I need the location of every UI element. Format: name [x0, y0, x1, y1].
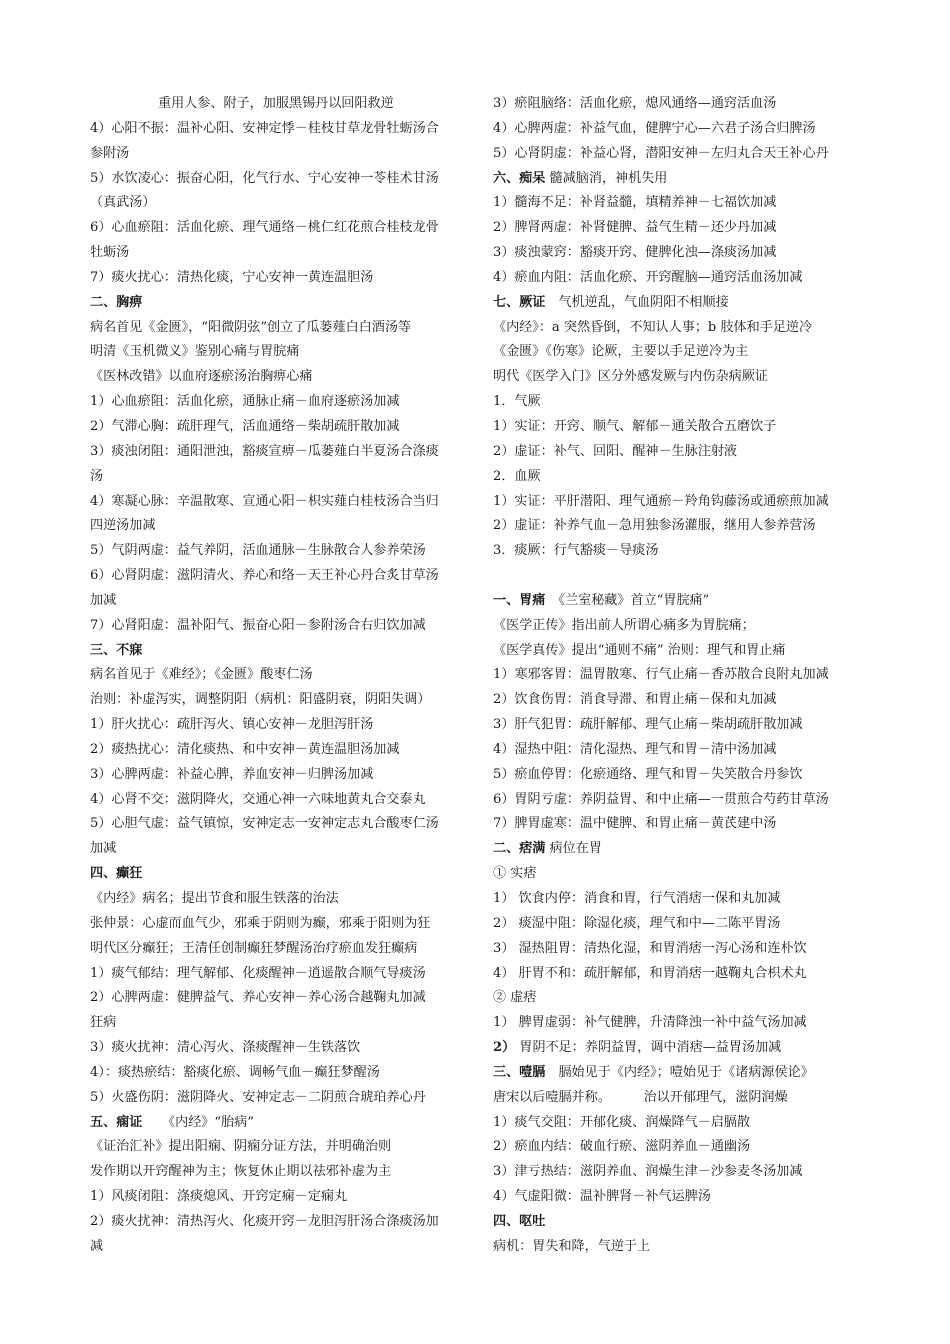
- line-text: 胃阴不足：养阴益胃，调中消痞—益胃汤加减: [515, 1040, 782, 1056]
- heading-note: 气机逆乱，气血阴阳不相顺接: [545, 294, 729, 310]
- heading-title: 三、噎膈: [493, 1064, 546, 1080]
- line-text: 4）瘀血内阻：活血化瘀、开窍醒脑—通窍活血汤加减: [493, 269, 803, 285]
- line-text: 1）髓海不足：补肾益髓，填精养神－七福饮加减: [493, 195, 777, 211]
- item-number: 2）: [493, 1040, 516, 1056]
- text-line: [90, 912, 470, 937]
- line-text: 3）肝气犯胃：疏肝解郁、理气止痛－柴胡疏肝散加减: [493, 717, 803, 733]
- text-line: [493, 1036, 873, 1061]
- text-line: [493, 1011, 873, 1036]
- line-text: 3） 湿热阻胃：清热化湿，和胃消痞一泻心汤和连朴饮: [493, 940, 807, 956]
- line-text: 4）心脾两虚：补益气血，健脾宁心—六君子汤合归脾汤: [493, 120, 816, 136]
- line-text: 1）痰气郁结：理气解郁、化痰醒神－逍遥散合顺气导痰汤: [90, 965, 426, 981]
- line-text: 4）心阳不振：温补心阳、安神定悸－桂枝甘草龙骨牡蛎汤合: [90, 120, 439, 136]
- text-line: [493, 490, 873, 515]
- text-line: [90, 986, 470, 1011]
- text-line: [493, 663, 873, 688]
- line-text: 4）湿热中阻：清化湿热、理气和胃－清中汤加减: [493, 741, 777, 757]
- text-line: [90, 1160, 470, 1185]
- text-line: [493, 1185, 873, 1210]
- text-line: [90, 1235, 470, 1260]
- text-line: [493, 440, 873, 465]
- text-line: [90, 738, 470, 763]
- text-line: [493, 340, 873, 365]
- line-text: 4）：痰热瘀结：豁痰化瘀、调畅气血－癫狂梦醒汤: [90, 1064, 380, 1080]
- line-text: 3．痰厥：行气豁痰－导痰汤: [493, 543, 659, 559]
- text-line: [493, 514, 873, 539]
- section-heading: [493, 291, 873, 316]
- heading-note: 髓减脑消，神机失用: [545, 170, 668, 186]
- line-text: 3）心脾两虚：补益心脾，养血安神－归脾汤加减: [90, 766, 374, 782]
- text-line: [493, 390, 873, 415]
- line-text: 重用人参、附子，加服黑锡丹以回阳救逆: [158, 96, 394, 111]
- line-text: 《证治汇补》提出阳痫、阴痫分证方法，并明确治则: [90, 1139, 392, 1155]
- text-line: [90, 812, 470, 837]
- text-line: [90, 1011, 470, 1036]
- text-line: [90, 490, 470, 515]
- line-text: 5）气阴两虚：益气养阴，活血通脉－生脉散合人参养荣汤: [90, 543, 426, 559]
- line-text: 张仲景：心虚而血气少，邪乘于阴则为癫，邪乘于阳则为狂: [90, 915, 431, 931]
- text-line: [493, 738, 873, 763]
- line-text: 3）瘀阻脑络：活血化瘀，熄风通络—通窍活血汤: [493, 96, 777, 111]
- section-heading: [90, 1111, 470, 1136]
- text-line: [493, 316, 873, 341]
- line-text: ① 实痞: [493, 866, 537, 882]
- line-text: 5）心肾阴虚：补益心肾，潜阳安神－左归丸合天王补心丹: [493, 145, 829, 161]
- text-line: [90, 1210, 470, 1235]
- heading-title: 三、不寐: [90, 642, 143, 658]
- text-line: [90, 316, 470, 341]
- text-line: [493, 688, 873, 713]
- text-line: [90, 1036, 470, 1061]
- line-text: 3）津亏热结：滋阴养血、润燥生津－沙参麦冬汤加减: [493, 1164, 803, 1180]
- text-line: [493, 887, 873, 912]
- text-line: [493, 614, 873, 639]
- line-text: 汤: [90, 468, 104, 484]
- line-text: 1）风痰闭阻：涤痰熄风、开窍定痫－定痫丸: [90, 1189, 348, 1205]
- heading-title: 四、癫狂: [90, 866, 143, 882]
- text-line: [493, 986, 873, 1011]
- text-line: [90, 688, 470, 713]
- text-line: [493, 812, 873, 837]
- line-text: 1） 饮食内停：消食和胃，行气消痞一保和丸加减: [493, 891, 781, 906]
- heading-note: 《兰室秘藏》首立“胃脘痛”: [545, 592, 710, 608]
- text-line: [90, 142, 470, 167]
- line-text: ② 虚痞: [493, 990, 537, 1006]
- heading-note: 膈始见于《内经》；噎始见于《诸病源侯论》: [545, 1064, 814, 1080]
- text-line: [90, 962, 470, 987]
- line-text: 牡蛎汤: [90, 245, 130, 261]
- text-line: [493, 92, 873, 117]
- text-line: [90, 788, 470, 813]
- text-line: [90, 1135, 470, 1160]
- heading-title: 五、痫证: [90, 1114, 143, 1130]
- text-line: [90, 589, 470, 614]
- text-line: [90, 614, 470, 639]
- text-line: [90, 763, 470, 788]
- text-line: [90, 837, 470, 862]
- line-text: 《内经》病名；提出节食和服生铁落的治法: [90, 891, 339, 906]
- text-line: [493, 241, 873, 266]
- text-line: [90, 216, 470, 241]
- line-text: 减: [90, 1238, 104, 1254]
- section-heading: [493, 589, 873, 614]
- line-text: 病名首见《金匮》，“阳微阴弦”创立了瓜蒌薤白白酒汤等: [90, 319, 412, 335]
- line-text: 病机：胃失和降，气逆于上: [493, 1238, 651, 1254]
- line-text: 7）心肾阳虚：温补阳气、振奋心阳－参附汤合右归饮加减: [90, 617, 426, 633]
- text-line: [90, 365, 470, 390]
- line-text: 2） 痰湿中阻：除湿化痰，理气和中—二陈平胃汤: [493, 915, 781, 931]
- right-column: [493, 92, 873, 1260]
- line-text: 1）实证：平肝潜阳、理气通瘀－羚角钩藤汤或通瘀煎加减: [493, 493, 829, 509]
- heading-title: 一、胃痛: [493, 592, 546, 608]
- line-text: 2）脾肾两虚：补肾健脾、益气生精－还少丹加减: [493, 220, 777, 236]
- text-line: [493, 1235, 873, 1260]
- text-line: [90, 440, 470, 465]
- line-text: 明清《玉机微义》鉴别心痛与胃脘痛: [90, 344, 300, 360]
- text-line: [493, 142, 873, 167]
- line-text: 明代区分癫狂；王清任创制癫狂梦醒汤治疗瘀血发狂癫病: [90, 940, 418, 956]
- text-line: [493, 191, 873, 216]
- text-line: [90, 390, 470, 415]
- line-text: 1）实证：开窍、顺气、解郁－通关散合五磨饮子: [493, 418, 777, 434]
- line-text: 病名首见于《难经》；《金匮》酸枣仁汤: [90, 667, 313, 683]
- line-text: 2）痰热扰心：清化痰热、和中安神－黄连温胆汤加减: [90, 741, 400, 757]
- section-heading: [493, 1061, 873, 1086]
- line-text: 4） 肝胃不和：疏肝解郁，和胃消痞一越鞠丸合枳术丸: [493, 965, 807, 981]
- text-line: [90, 241, 470, 266]
- line-text: 1）心血瘀阻：活血化瘀，通脉止痛－血府逐瘀汤加减: [90, 394, 400, 410]
- line-text: 1）寒邪客胃：温胃散寒、行气止痛－香苏散合良附丸加减: [493, 667, 829, 683]
- section-heading: [493, 837, 873, 862]
- line-text: 参附汤: [90, 145, 130, 161]
- text-line: [90, 1086, 470, 1111]
- line-text: （真武汤）: [90, 195, 156, 211]
- heading-note: 《内经》“胎病”: [142, 1114, 254, 1130]
- text-line: [90, 191, 470, 216]
- text-line: [493, 266, 873, 291]
- line-text: 5）水饮凌心：振奋心阳，化气行水、宁心安神一苓桂术甘汤: [90, 170, 439, 186]
- line-text: 发作期以开窍醒神为主；恢复休止期以祛邪补虚为主: [90, 1164, 392, 1180]
- line-text: 4）心肾不交：滋阴降火，交通心神一六味地黄丸合交泰丸: [90, 791, 426, 807]
- text-line: [90, 514, 470, 539]
- text-line: [493, 216, 873, 241]
- heading-note: 病位在胃: [545, 841, 602, 857]
- line-text: 《金匮》《伤寒》论厥，主要以手足逆冷为主: [493, 344, 749, 360]
- text-line: [493, 539, 873, 564]
- line-text: 狂病: [90, 1015, 117, 1031]
- text-line: [493, 912, 873, 937]
- text-line: [493, 639, 873, 664]
- text-line: [90, 415, 470, 440]
- text-line: [90, 1185, 470, 1210]
- text-line: [90, 937, 470, 962]
- text-line: [493, 962, 873, 987]
- left-column: [90, 92, 470, 1260]
- line-text: 四逆汤加减: [90, 518, 156, 534]
- text-line: [493, 713, 873, 738]
- line-text: 6）心肾阴虚：滋阴清火、养心和络－天王补心丹合炙甘草汤: [90, 568, 439, 584]
- line-text: 2）饮食伤胃：消食导滞、和胃止痛－保和丸加减: [493, 692, 777, 708]
- line-text: 7）痰火扰心：清热化痰，宁心安神一黄连温胆汤: [90, 269, 374, 285]
- line-text: 2）瘀血内结：破血行瘀、滋阴养血－通幽汤: [493, 1139, 751, 1155]
- line-text: 明代《医学入门》区分外感发厥与内伤杂病厥证: [493, 369, 768, 385]
- line-text: 治则：补虚泻实，调整阴阳（病机：阳盛阴衰，阴阳失调）: [90, 692, 431, 708]
- line-text: 2）气滞心胸：疏肝理气，活血通络－柴胡疏肝散加减: [90, 418, 400, 434]
- heading-title: 六、痴呆: [493, 170, 546, 186]
- text-line: [90, 117, 470, 142]
- text-line: [493, 1086, 873, 1111]
- text-line: [90, 887, 470, 912]
- line-text: 2）虚证：补养气血－急用独参汤灌服，继用人参养营汤: [493, 518, 816, 534]
- line-text: 1） 脾胃虚弱：补气健脾，升清降浊一补中益气汤加减: [493, 1015, 807, 1031]
- text-line: [493, 415, 873, 440]
- line-text: 4）气虚阳微：温补脾肾－补气运脾汤: [493, 1189, 711, 1205]
- text-line: [493, 1135, 873, 1160]
- blank-line: [493, 564, 873, 589]
- text-line: [493, 862, 873, 887]
- text-line: [90, 663, 470, 688]
- line-text: 5）火盛伤阴：滋阴降火、安神定志－二阴煎合琥珀养心丹: [90, 1089, 426, 1105]
- heading-title: 二、胸痹: [90, 294, 143, 310]
- heading-title: 七、厥证: [493, 294, 546, 310]
- section-heading: [493, 1210, 873, 1235]
- text-line: [493, 1160, 873, 1185]
- text-line: [90, 564, 470, 589]
- line-text: 5）心胆气虚：益气镇惊，安神定志一安神定志丸合酸枣仁汤: [90, 816, 439, 832]
- line-text: 6）心血瘀阻：活血化瘀、理气通络－桃仁红花煎合桂枝龙骨: [90, 220, 439, 236]
- text-line: [90, 92, 470, 117]
- text-line: [493, 788, 873, 813]
- line-text: 1）痰气交阻：开郁化痰、润燥降气－启膈散: [493, 1114, 751, 1130]
- text-line: [493, 763, 873, 788]
- line-text: 5）瘀血停胃：化瘀通络、理气和胃－失笑散合丹参饮: [493, 766, 803, 782]
- section-heading: [493, 167, 873, 192]
- line-text: 《医学正传》指出前人所谓心痛多为胃脘痛；: [493, 617, 755, 633]
- line-text: 4）寒凝心脉：辛温散寒、宣通心阳－枳实薤白桂枝汤合当归: [90, 493, 439, 509]
- section-heading: [90, 291, 470, 316]
- text-line: [493, 465, 873, 490]
- line-text: 2）心脾两虚：健脾益气、养心安神－养心汤合越鞠丸加减: [90, 990, 426, 1006]
- line-text: 加减: [90, 592, 117, 608]
- text-line: [90, 1061, 470, 1086]
- line-text: 3）痰浊闭阻：通阳泄浊，豁痰宣痹－瓜蒌薤白半夏汤合涤痰: [90, 443, 439, 459]
- text-line: [90, 465, 470, 490]
- line-text: 7）脾胃虚寒：温中健脾、和胃止痛－黄芪建中汤: [493, 816, 777, 832]
- heading-title: 二、痞满: [493, 841, 546, 857]
- line-text: 《医学真传》提出“通则不痛” 治则：理气和胃止痛: [493, 642, 786, 658]
- text-line: [90, 266, 470, 291]
- line-text: 6）胃阴亏虚：养阴益胃、和中止痛—一贯煎合芍药甘草汤: [493, 791, 829, 807]
- section-heading: [90, 862, 470, 887]
- line-text: 唐宋以后噎膈并称。 治以开郁理气，滋阴润燥: [493, 1089, 788, 1105]
- text-line: [90, 167, 470, 192]
- text-line: [493, 117, 873, 142]
- text-line: [493, 365, 873, 390]
- line-text: 3）痰火扰神：清心泻火、涤痰醒神－生铁落饮: [90, 1040, 361, 1056]
- text-line: [90, 340, 470, 365]
- line-text: 1）肝火扰心：疏肝泻火、镇心安神－龙胆泻肝汤: [90, 717, 374, 733]
- text-line: [90, 539, 470, 564]
- heading-title: 四、呕吐: [493, 1213, 546, 1229]
- section-heading: [90, 639, 470, 664]
- line-text: 加减: [90, 841, 117, 857]
- text-line: [493, 1111, 873, 1136]
- text-line: [90, 713, 470, 738]
- line-text: 《医林改错》以血府逐瘀汤治胸痹心痛: [90, 369, 313, 385]
- line-text: 3）痰浊蒙窍：豁痰开窍、健脾化浊—涤痰汤加减: [493, 245, 777, 261]
- line-text: 2）痰火扰神：清热泻火、化痰开窍－龙胆泻肝汤合涤痰汤加: [90, 1213, 439, 1229]
- line-text: 《内经》：a 突然昏倒，不知认人事；b 肢体和手足逆冷: [493, 319, 813, 335]
- line-text: 2．血厥: [493, 468, 541, 484]
- line-text: 1．气厥: [493, 394, 541, 410]
- text-line: [493, 937, 873, 962]
- line-text: 2）虚证：补气、回阳、醒神－生脉注射液: [493, 443, 738, 459]
